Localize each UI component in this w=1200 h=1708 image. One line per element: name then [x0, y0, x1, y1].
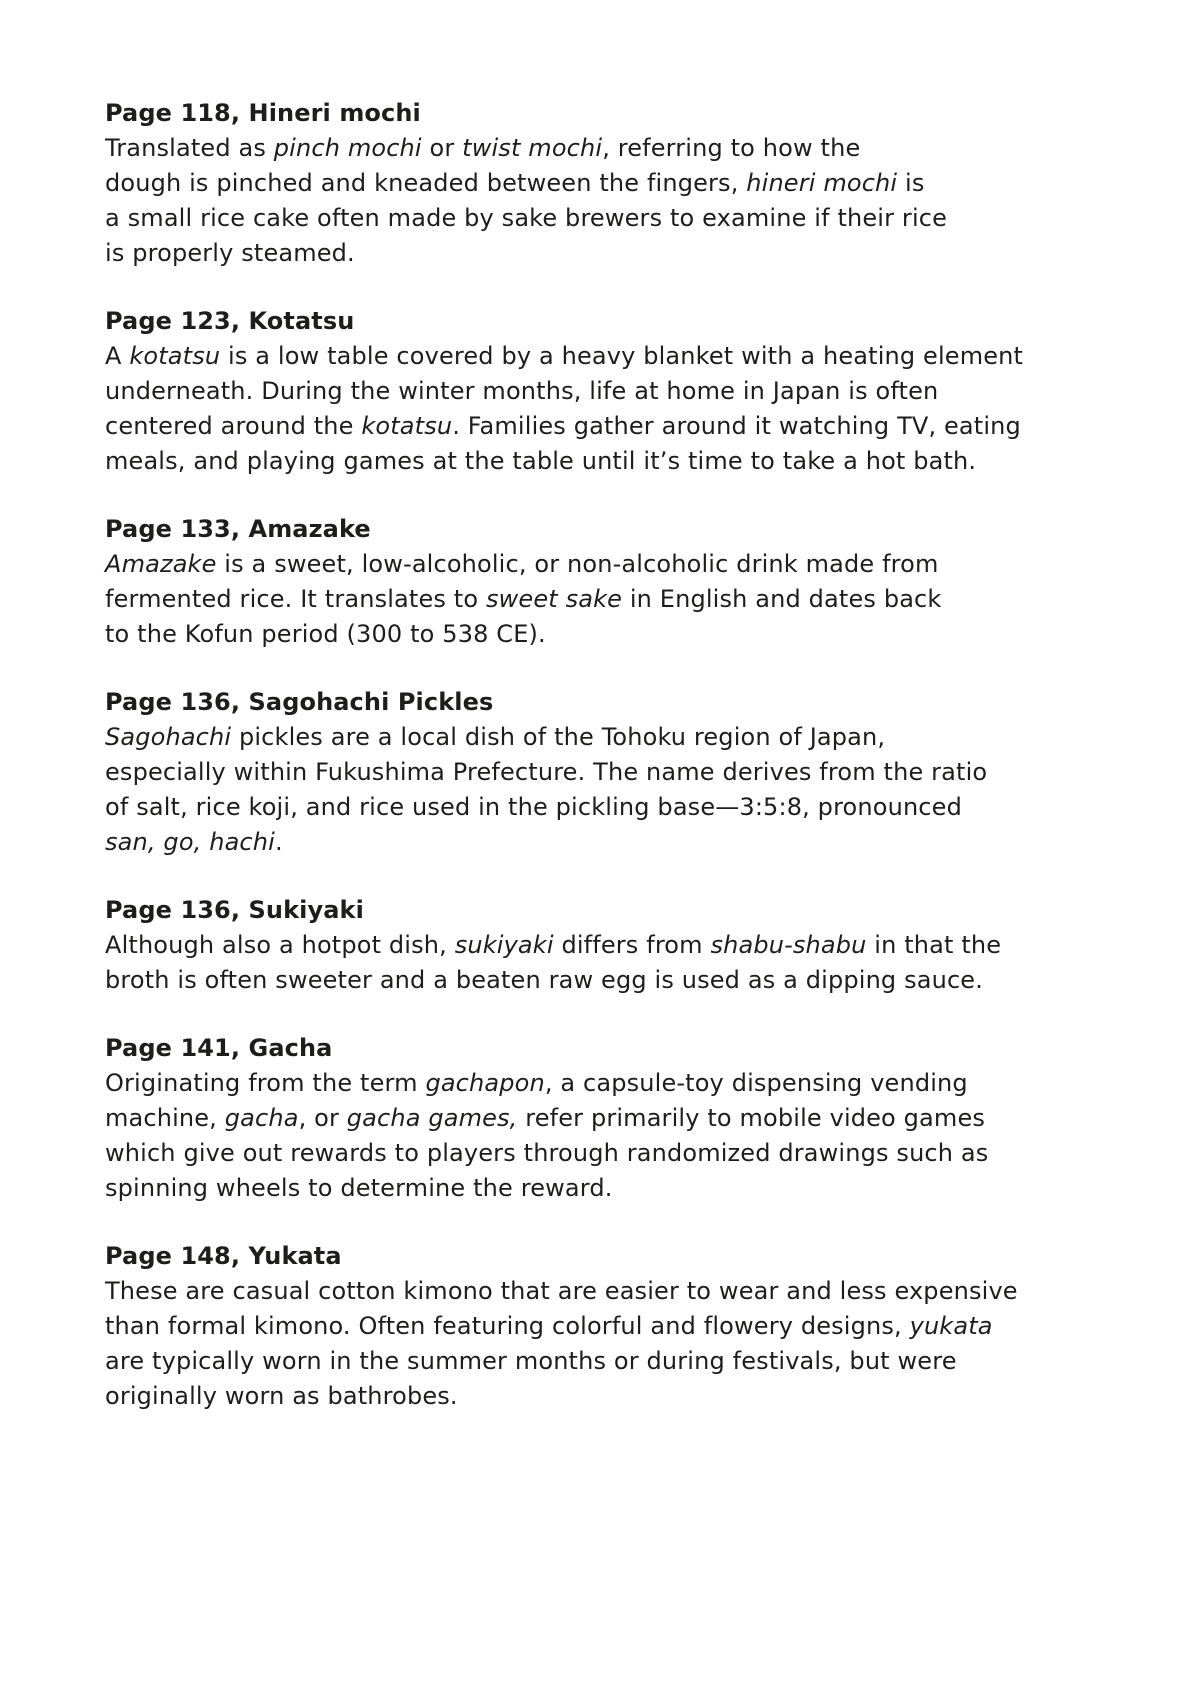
body-line [105, 1171, 1115, 1206]
body-line [105, 409, 1115, 444]
glossary-page [105, 96, 1115, 1447]
text-run: fermented rice. It translates to [105, 585, 486, 613]
glossary-entry [105, 1239, 1115, 1414]
italic-term: sukiyaki [454, 931, 554, 959]
text-run: especially within Fukushima Prefecture. The name derives from the ratio [105, 758, 988, 786]
body-line [105, 1309, 1115, 1344]
italic-term: sweet sake [485, 585, 623, 613]
text-run: to the Kofun period (300 to 538 CE). [105, 620, 546, 648]
text-run: in that the [866, 931, 1002, 959]
body-line [105, 720, 1115, 755]
italic-term: san, go, hachi [105, 828, 275, 856]
text-run: . [274, 828, 283, 856]
italic-term: twist mochi [462, 134, 603, 162]
italic-term: Sagohachi [105, 723, 232, 751]
entry-body [105, 547, 1115, 652]
body-line [105, 790, 1115, 825]
text-run: which give out rewards to players through randomized drawings such as [105, 1139, 989, 1167]
body-line [105, 236, 1115, 271]
text-run: , referring to how the [602, 134, 861, 162]
text-run: A [105, 342, 130, 370]
italic-term: kotatsu [129, 342, 221, 370]
body-line [105, 131, 1115, 166]
body-line [105, 339, 1115, 374]
glossary-entry [105, 685, 1115, 860]
text-run: is properly steamed. [105, 239, 355, 267]
entry-heading: Page 141, Gacha [105, 1034, 333, 1062]
body-line [105, 444, 1115, 479]
body-line [105, 201, 1115, 236]
italic-term: yukata [909, 1312, 993, 1340]
text-run: of salt, rice koji, and rice used in the pickling base—3:5:8, pronounced [105, 793, 962, 821]
entry-heading: Page 148, Yukata [105, 1242, 342, 1270]
italic-term: hineri mochi [746, 169, 898, 197]
italic-term: kotatsu [361, 412, 453, 440]
body-line [105, 547, 1115, 582]
body-line [105, 963, 1115, 998]
text-run: , a capsule-toy dispensing vending [544, 1069, 968, 1097]
italic-term: gacha [224, 1104, 299, 1132]
body-line [105, 617, 1115, 652]
body-line [105, 928, 1115, 963]
body-line [105, 166, 1115, 201]
text-run: refer primarily to mobile video games [517, 1104, 986, 1132]
text-run: are typically worn in the summer months or during festivals, but were [105, 1347, 957, 1375]
glossary-entry [105, 893, 1115, 998]
text-run: is a sweet, low-alcoholic, or non-alcoholic drink made from [216, 550, 939, 578]
text-run: differs from [553, 931, 711, 959]
text-run: machine, [105, 1104, 225, 1132]
body-line [105, 1379, 1115, 1414]
text-run: originally worn as bathrobes. [105, 1382, 458, 1410]
text-run: Originating from the term [105, 1069, 426, 1097]
italic-term: gachapon [425, 1069, 545, 1097]
text-run: spinning wheels to determine the reward. [105, 1174, 613, 1202]
body-line [105, 374, 1115, 409]
entry-body [105, 928, 1115, 998]
italic-term: pinch mochi [273, 134, 422, 162]
entry-heading: Page 118, Hineri mochi [105, 99, 421, 127]
entry-heading: Page 123, Kotatsu [105, 307, 355, 335]
body-line [105, 582, 1115, 617]
text-run: a small rice cake often made by sake brewers to examine if their rice [105, 204, 948, 232]
text-run: than formal kimono. Often featuring colorful and flowery designs, [105, 1312, 910, 1340]
text-run: dough is pinched and kneaded between the fingers, [105, 169, 747, 197]
glossary-entry [105, 1031, 1115, 1206]
entry-body [105, 131, 1115, 271]
entry-body [105, 1066, 1115, 1206]
text-run: broth is often sweeter and a beaten raw egg is used as a dipping sauce. [105, 966, 984, 994]
italic-term: gacha games, [346, 1104, 518, 1132]
entry-body [105, 720, 1115, 860]
italic-term: Amazake [105, 550, 217, 578]
glossary-entry [105, 512, 1115, 652]
text-run: meals, and playing games at the table until it’s time to take a hot bath. [105, 447, 977, 475]
body-line [105, 755, 1115, 790]
text-run: in English and dates back [622, 585, 942, 613]
text-run: or [421, 134, 463, 162]
text-run: These are casual cotton kimono that are easier to wear and less expensive [105, 1277, 1018, 1305]
body-line [105, 1344, 1115, 1379]
entry-heading: Page 133, Amazake [105, 515, 371, 543]
body-line [105, 1136, 1115, 1171]
entry-body [105, 339, 1115, 479]
text-run: underneath. During the winter months, life at home in Japan is often [105, 377, 939, 405]
entry-body [105, 1274, 1115, 1414]
glossary-entry [105, 96, 1115, 271]
entry-heading: Page 136, Sagohachi Pickles [105, 688, 494, 716]
text-run: is [897, 169, 925, 197]
text-run: pickles are a local dish of the Tohoku region of Japan, [231, 723, 886, 751]
text-run: , or [298, 1104, 347, 1132]
body-line [105, 1101, 1115, 1136]
body-line [105, 1066, 1115, 1101]
body-line [105, 1274, 1115, 1309]
text-run: is a low table covered by a heavy blanket with a heating element [220, 342, 1024, 370]
text-run: . Families gather around it watching TV, eating [452, 412, 1021, 440]
entry-heading: Page 136, Sukiyaki [105, 896, 364, 924]
text-run: centered around the [105, 412, 362, 440]
glossary-entry [105, 304, 1115, 479]
text-run: Translated as [105, 134, 274, 162]
text-run: Although also a hotpot dish, [105, 931, 455, 959]
italic-term: shabu-shabu [710, 931, 867, 959]
body-line [105, 825, 1115, 860]
